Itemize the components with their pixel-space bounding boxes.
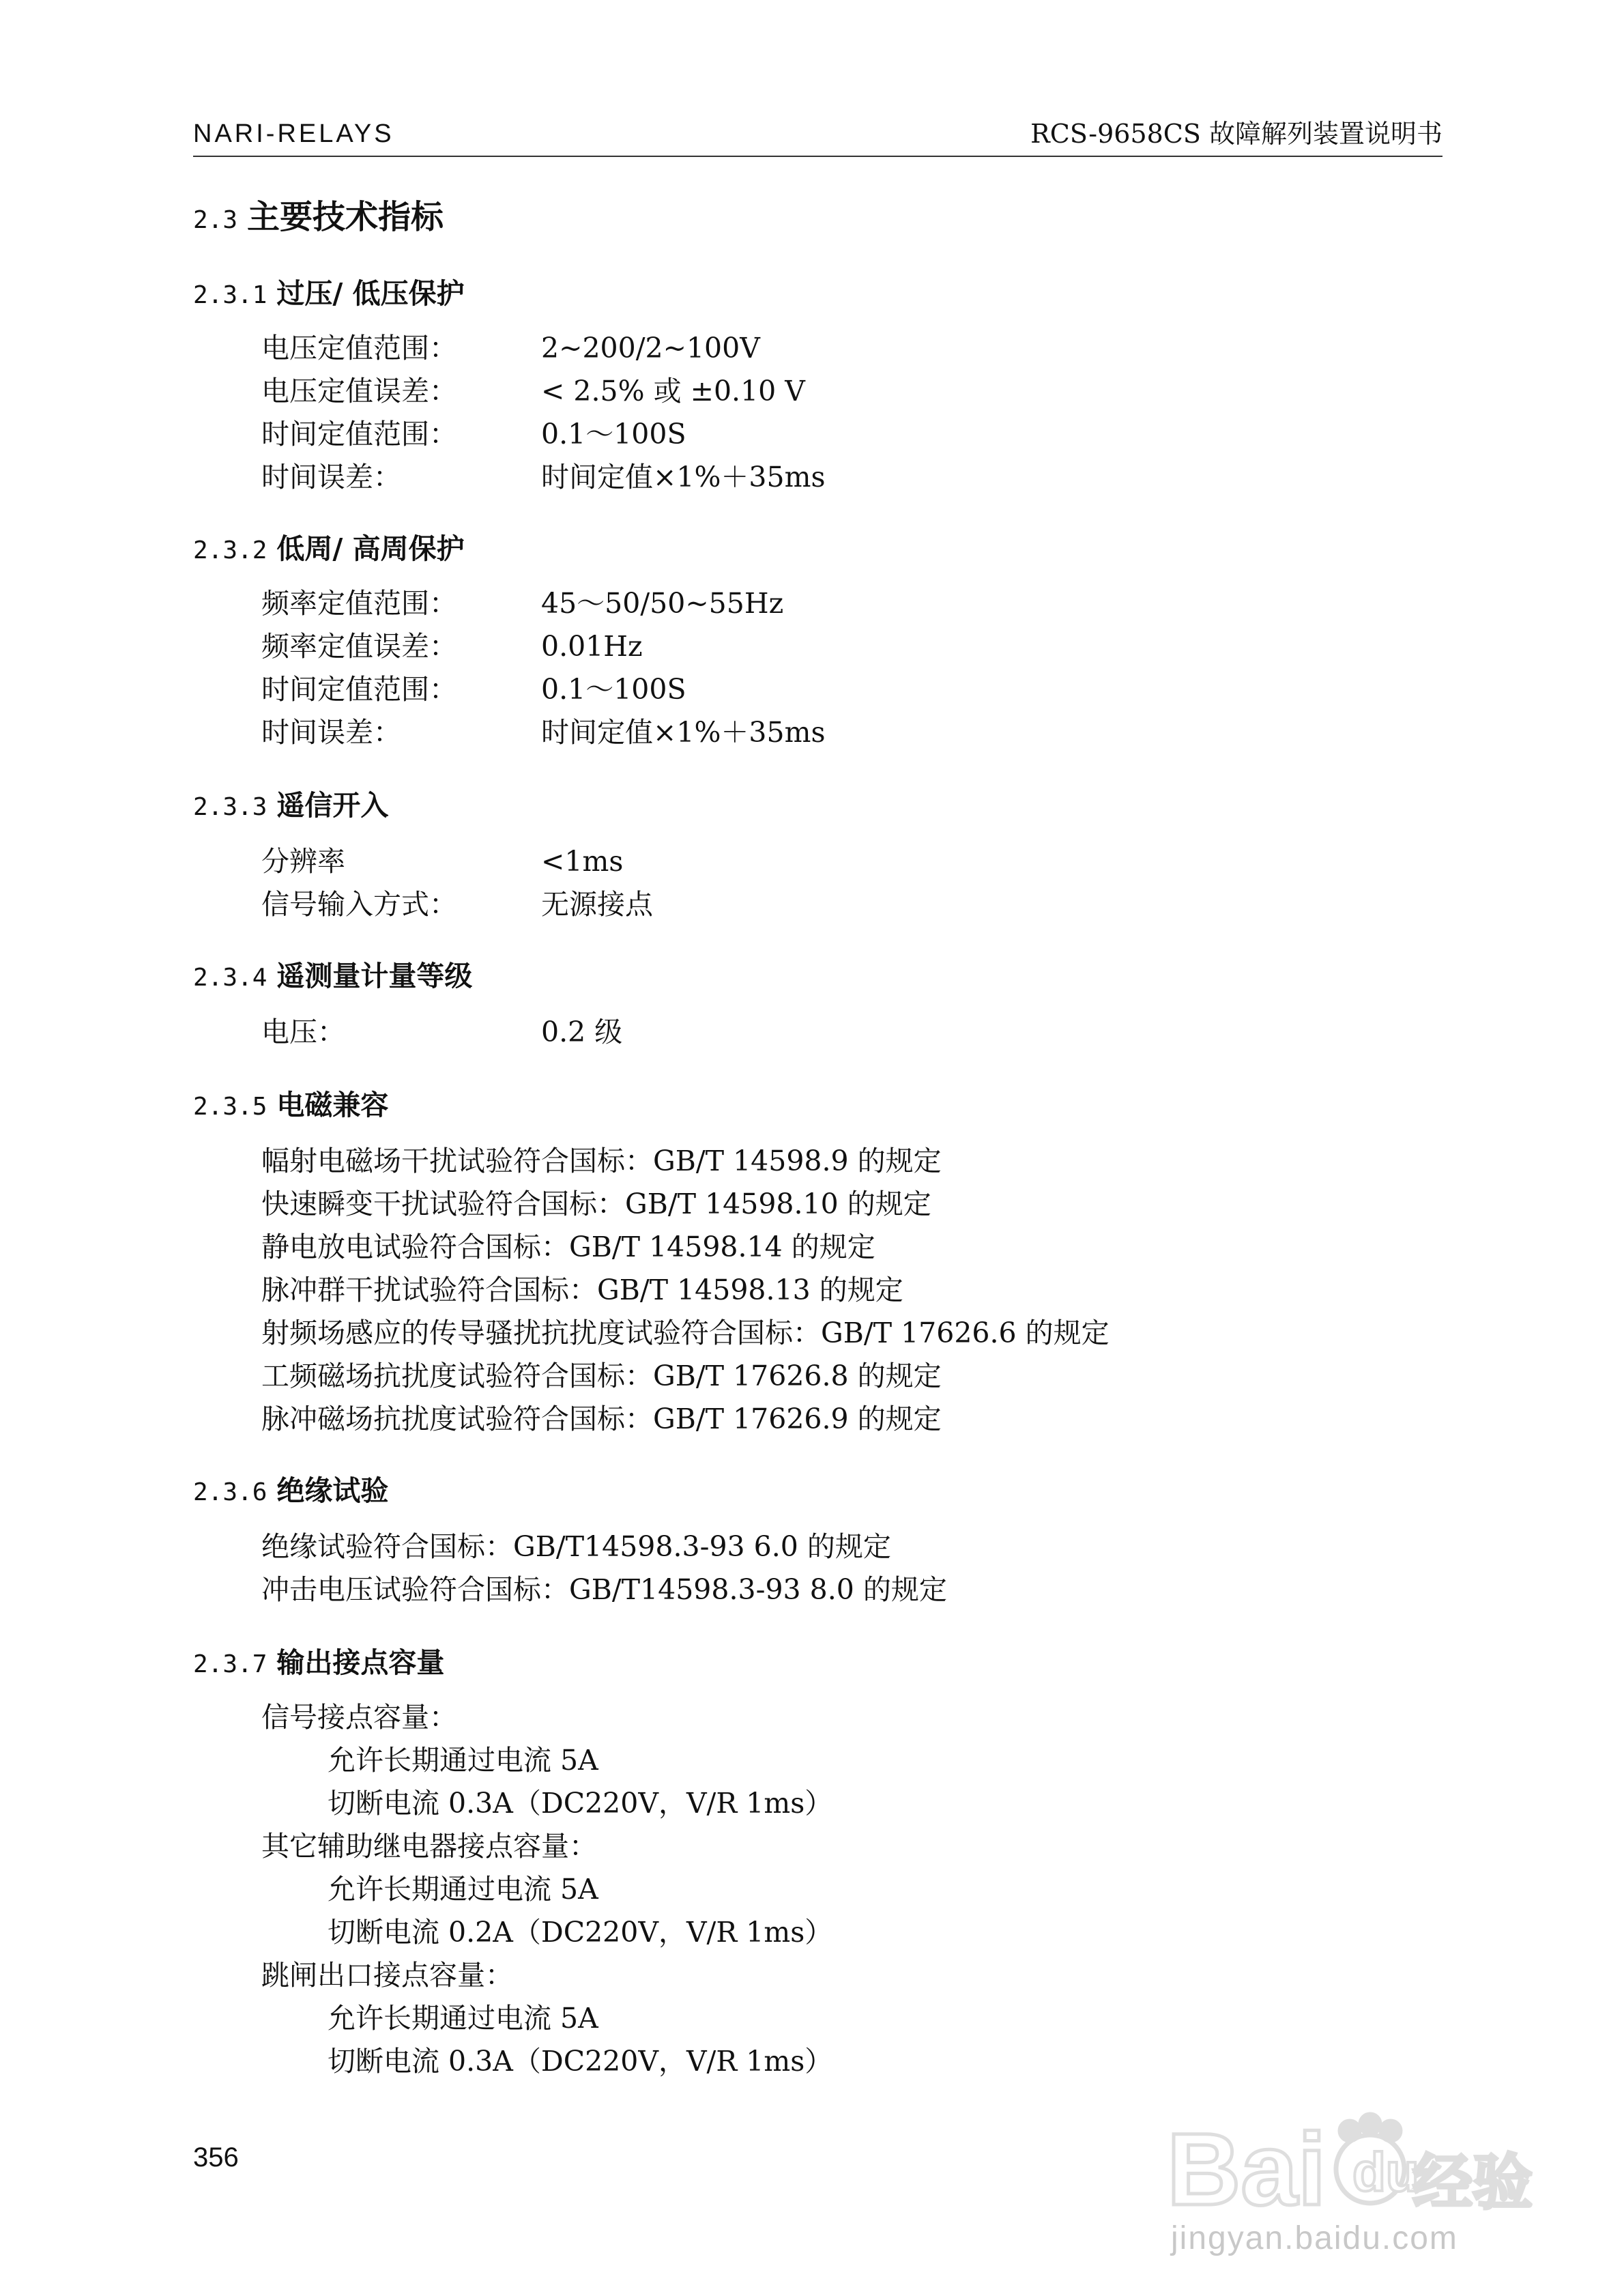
header-document-title: RCS-9658CS 故障解列装置说明书	[1030, 119, 1442, 149]
standard-line: 脉冲群干扰试验符合国标：GB/T 14598.13 的规定	[261, 1274, 903, 1306]
svg-text:经验: 经验	[1412, 2147, 1533, 2218]
spec-value: 0.1～100S	[541, 418, 686, 450]
contact-group-label: 其它辅助继电器接点容量：	[261, 1830, 597, 1863]
contact-spec-line: 允许长期通过电流 5A	[328, 1744, 598, 1777]
page-number: 356	[193, 2142, 239, 2172]
header-brand: NARI-RELAYS	[193, 119, 394, 148]
spec-label: 电压定值范围：	[261, 332, 457, 364]
spec-row	[261, 330, 760, 366]
contact-spec-line: 切断电流 0.2A（DC220V，V/R 1ms）	[328, 1916, 833, 1949]
spec-value: 无源接点	[541, 888, 653, 921]
subsection-heading: 遥测量计量等级	[276, 960, 473, 992]
subsection-title-2-3-7	[193, 1645, 444, 1682]
subsection-heading: 遥信开入	[276, 789, 389, 822]
spec-label: 时间误差：	[261, 716, 401, 749]
svg-text:Bai: Bai	[1167, 2112, 1326, 2226]
spec-value: < 2.5% 或 ±0.10 V	[541, 375, 805, 407]
spec-value: 2~200/2~100V	[541, 332, 760, 364]
section-number: 2.3	[193, 206, 238, 234]
spec-value: <1ms	[541, 845, 624, 878]
subsection-number: 2.3.2	[193, 536, 267, 564]
subsection-number: 2.3.5	[193, 1093, 267, 1121]
subsection-heading: 绝缘试验	[276, 1474, 389, 1507]
contact-group-label: 信号接点容量：	[261, 1701, 457, 1734]
watermark-url: jingyan.baidu.com	[1171, 2220, 1458, 2256]
spec-value: 时间定值×1%＋35ms	[541, 716, 826, 749]
spec-row	[261, 844, 623, 879]
subsection-number: 2.3.6	[193, 1478, 267, 1506]
spec-row	[261, 887, 653, 922]
spec-row	[261, 416, 686, 452]
standard-line: 冲击电压试验符合国标：GB/T14598.3-93 8.0 的规定	[261, 1573, 947, 1606]
spec-label: 时间定值范围：	[261, 418, 457, 450]
spec-label: 频率定值误差：	[261, 630, 457, 663]
contact-spec-line: 切断电流 0.3A（DC220V，V/R 1ms）	[328, 1787, 833, 1820]
standard-line: 幅射电磁场干扰试验符合国标：GB/T 14598.9 的规定	[261, 1145, 942, 1177]
spec-value: 时间定值×1%＋35ms	[541, 461, 826, 493]
svg-text:du: du	[1352, 2142, 1419, 2202]
spec-label: 分辨率	[261, 845, 345, 878]
spec-value: 0.01Hz	[541, 630, 643, 663]
contact-spec-line: 允许长期通过电流 5A	[328, 2002, 598, 2035]
spec-value: 45～50/50~55Hz	[541, 587, 784, 620]
spec-label: 信号输入方式：	[261, 888, 457, 921]
standard-line: 静电放电试验符合国标：GB/T 14598.14 的规定	[261, 1231, 875, 1263]
subsection-title-2-3-5	[193, 1087, 388, 1125]
spec-row	[261, 672, 686, 707]
standard-line: 快速瞬变干扰试验符合国标：GB/T 14598.10 的规定	[261, 1188, 931, 1220]
subsection-title-2-3-1	[193, 276, 465, 313]
spec-value: 0.1～100S	[541, 673, 686, 706]
subsection-heading: 电磁兼容	[276, 1089, 389, 1121]
subsection-title-2-3-3	[193, 788, 388, 825]
subsection-heading: 输出接点容量	[276, 1646, 445, 1679]
subsection-title-2-3-6	[193, 1473, 388, 1510]
spec-row	[261, 586, 783, 621]
subsection-number: 2.3.4	[193, 964, 267, 992]
subsection-heading: 低周/ 高周保护	[276, 532, 465, 565]
standard-line: 射频场感应的传导骚扰抗扰度试验符合国标：GB/T 17626.6 的规定	[261, 1317, 1110, 1349]
standard-line: 绝缘试验符合国标：GB/T14598.3-93 6.0 的规定	[261, 1530, 891, 1563]
section-heading: 主要技术指标	[247, 198, 444, 236]
contact-spec-line: 切断电流 0.3A（DC220V，V/R 1ms）	[328, 2045, 833, 2078]
contact-group-label: 跳闸出口接点容量：	[261, 1959, 513, 1992]
standard-line: 脉冲磁场抗扰度试验符合国标：GB/T 17626.9 的规定	[261, 1403, 942, 1435]
spec-label: 电压：	[261, 1016, 345, 1048]
spec-value: 0.2 级	[541, 1016, 623, 1048]
section-title	[193, 197, 444, 241]
spec-row	[261, 373, 805, 409]
spec-row	[261, 629, 643, 664]
spec-row	[261, 1014, 622, 1050]
contact-spec-line: 允许长期通过电流 5A	[328, 1873, 598, 1906]
subsection-number: 2.3.1	[193, 281, 267, 309]
spec-row	[261, 715, 826, 750]
subsection-heading: 过压/ 低压保护	[276, 277, 465, 310]
standard-line: 工频磁场抗扰度试验符合国标：GB/T 17626.8 的规定	[261, 1360, 942, 1392]
subsection-number: 2.3.3	[193, 793, 267, 821]
spec-label: 时间误差：	[261, 461, 401, 493]
spec-label: 电压定值误差：	[261, 375, 457, 407]
spec-row	[261, 459, 826, 495]
spec-label: 频率定值范围：	[261, 587, 457, 620]
subsection-title-2-3-4	[193, 958, 472, 996]
subsection-title-2-3-2	[193, 531, 465, 569]
spec-label: 时间定值范围：	[261, 673, 457, 706]
header-divider	[193, 156, 1442, 157]
subsection-number: 2.3.7	[193, 1650, 267, 1678]
